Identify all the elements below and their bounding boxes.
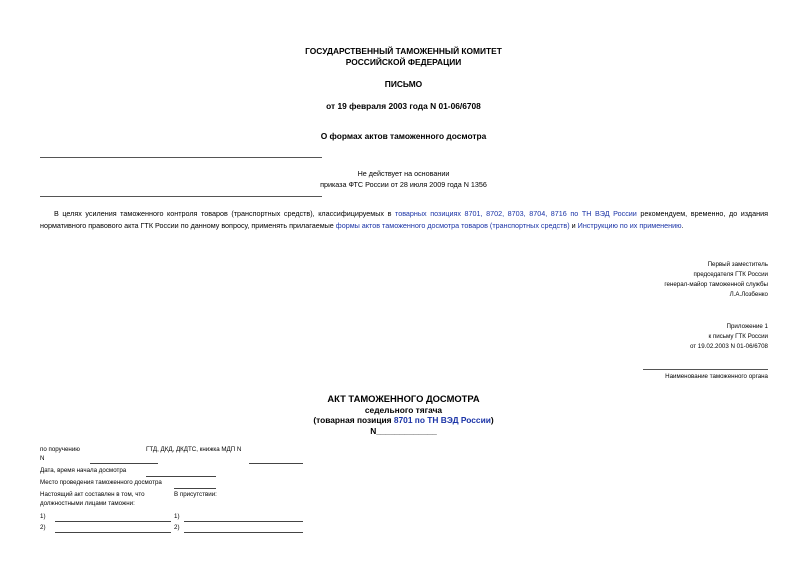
status-line2: приказа ФТС России от 28 июля 2009 года N 1356	[320, 180, 487, 189]
composed-line2: должностными лицами таможни:	[40, 500, 135, 507]
appendix-line1: Приложение 1	[726, 323, 768, 330]
by-order-label: по поручению	[40, 446, 80, 453]
appendix-line2: к письму ГТК России	[708, 333, 768, 340]
doc-subject: О формах актов таможенного досмотра	[320, 131, 487, 141]
act-subtitle: седельного тягача	[364, 405, 443, 415]
witness-1-num: 1)	[174, 513, 180, 520]
p1-and: и	[569, 221, 578, 230]
status-line1: Не действует на основании	[357, 169, 450, 178]
divider-status	[40, 196, 322, 197]
by-order-field[interactable]	[90, 463, 158, 464]
body-paragraph	[40, 208, 768, 232]
org-name-line1: ГОСУДАРСТВЕННЫЙ ТАМОЖЕННЫЙ КОМИТЕТ	[305, 46, 502, 56]
witness-2-num: 2)	[174, 524, 180, 531]
p1-mid: рекомендуем, временно, до издания нормативного правового акта ГТК России по данному вопросу, применять прилагаемые	[40, 209, 768, 230]
n-label: N	[40, 455, 45, 462]
composed-line1: Настоящий акт составлен в том, что	[40, 491, 145, 498]
witness-1-field[interactable]	[184, 521, 303, 522]
doc-date: от 19 февраля 2003 года N 01-06/6708	[326, 101, 481, 111]
act-title: АКТ ТАМОЖЕННОГО ДОСМОТРА	[327, 393, 480, 404]
divider-top	[40, 157, 322, 158]
act-tariff-position	[0, 415, 807, 425]
inspection-date-label: Дата, время начала досмотра	[40, 467, 127, 474]
customs-docs-label: ГТД, ДКД, ДКДТС, книжка МДП N	[146, 446, 242, 453]
official-1-num: 1)	[40, 513, 46, 520]
link-act-forms[interactable]: формы актов таможенного досмотра товаров (транспортных средств)	[335, 221, 570, 230]
signature-line1: Первый заместитель	[707, 261, 768, 268]
inspection-date-field[interactable]	[146, 476, 216, 477]
official-2-num: 2)	[40, 524, 46, 531]
appendix-line3: от 19.02.2003 N 01-06/6708	[689, 343, 768, 350]
official-2-field[interactable]	[55, 532, 171, 533]
customs-docs-field[interactable]	[249, 463, 303, 464]
p1-start: В целях усиления таможенного контроля товаров (транспортных средств), классифицируемых в	[54, 209, 395, 218]
link-tnved-positions[interactable]: товарных позициях 8701, 8702, 8703, 8704, 8716 по ТН ВЭД России	[394, 209, 637, 218]
org-name-underline	[643, 369, 768, 370]
act-number: N_____________	[370, 426, 437, 436]
link-tnved-8701[interactable]: 8701 по ТН ВЭД России	[393, 415, 491, 425]
signature-line3: генерал-майор таможенной службы	[664, 281, 768, 288]
inspection-place-field[interactable]	[174, 488, 216, 489]
link-instruction[interactable]: Инструкцию по их применению	[577, 221, 682, 230]
presence-label: В присутствии:	[174, 491, 217, 498]
official-1-field[interactable]	[55, 521, 171, 522]
org-name-caption: Наименование таможенного органа	[665, 373, 768, 380]
pos-open: (товарная позиция	[313, 415, 394, 425]
witness-2-field[interactable]	[184, 532, 303, 533]
p1-end: .	[681, 221, 684, 230]
doc-type: ПИСЬМО	[384, 79, 423, 89]
signature-name: Л.А.Лозбенко	[729, 291, 768, 298]
inspection-place-label: Место проведения таможенного досмотра	[40, 479, 162, 486]
signature-line2: председателя ГТК России	[693, 271, 768, 278]
pos-close: )	[490, 415, 494, 425]
org-name-line2: РОССИЙСКОЙ ФЕДЕРАЦИИ	[345, 57, 462, 67]
